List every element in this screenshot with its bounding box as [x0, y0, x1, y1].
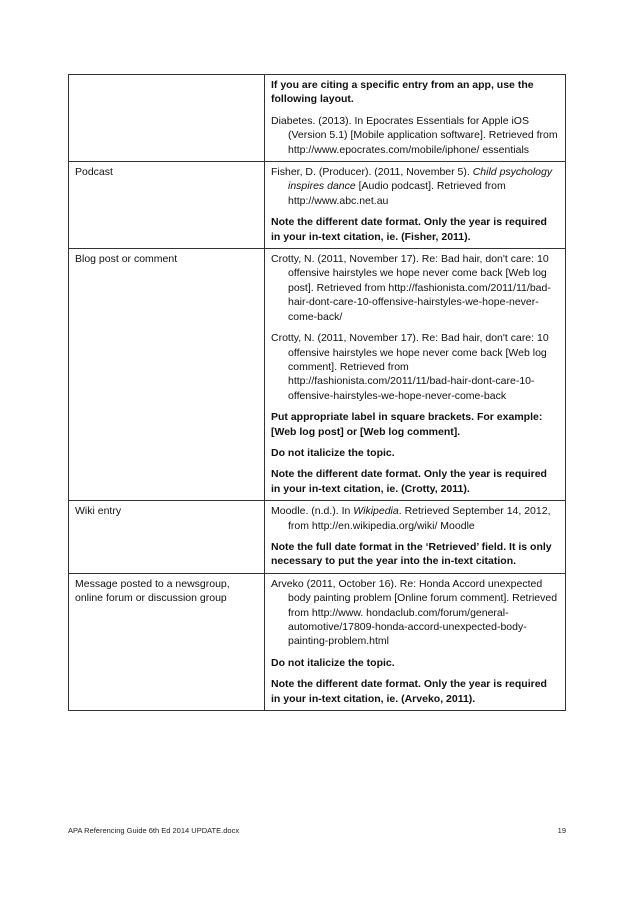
table-row — [69, 501, 566, 574]
reference-example — [271, 252, 559, 324]
apa-reference-table — [68, 74, 566, 711]
reference-example — [271, 331, 559, 403]
footer-page-number: 19 — [557, 826, 566, 835]
reference-text: [Audio podcast]. Retrieved from http://www.abc.net.au — [288, 180, 506, 207]
italic-title: Wikipedia — [353, 505, 399, 518]
source-type-cell: Blog post or comment — [69, 249, 265, 501]
reference-text: Fisher, D. (Producer). (2011, November 5). — [271, 166, 473, 179]
example-cell — [265, 501, 566, 574]
reference-text: . Retrieved September 14, 2012, from http://en.wikipedia.org/wiki/ Moodle — [288, 505, 551, 532]
guidance-note: Put appropriate label in square brackets. For example: [Web log post] or [Web log comment]. — [271, 411, 543, 438]
reference-example — [271, 577, 559, 649]
guidance-note: Note the different date format. Only the year is required in your in-text citation, ie. (Crotty, 2011). — [271, 468, 547, 495]
table-row — [69, 249, 566, 501]
reference-example — [271, 504, 559, 533]
example-cell — [265, 249, 566, 501]
table-row — [69, 162, 566, 249]
guidance-note: Do not italicize the topic. — [271, 656, 395, 669]
guidance-note: Do not italicize the topic. — [271, 446, 395, 459]
reference-example — [271, 165, 559, 208]
source-type-cell: Message posted to a newsgroup, online forum or discussion group — [69, 573, 265, 710]
source-type-cell: Wiki entry — [69, 501, 265, 574]
guidance-note: Note the full date format in the ‘Retrieved’ field. It is only necessary to put the year into the in-text citation. — [271, 540, 552, 568]
example-cell — [265, 162, 566, 249]
footer-filename: APA Referencing Guide 6th Ed 2014 UPDATE.docx — [68, 826, 240, 835]
guidance-note: Note the different date format. Only the year is required in your in-text citation, ie. (Fisher, 2011). — [271, 216, 547, 243]
source-type-cell — [69, 75, 265, 162]
guidance-note: If you are citing a specific entry from an app, use the following layout. — [271, 79, 534, 106]
reference-text: Moodle. (n.d.). In — [271, 505, 354, 518]
example-cell — [265, 573, 566, 710]
italic-title: Child psychology inspires dance — [288, 166, 553, 193]
reference-text: Diabetes. (2013). In Epocrates Essentials for Apple iOS (Version 5.1) [Mobile application software]. Retrieved from http://www.epocrates.com/mobile/iphone/ essentials — [271, 114, 558, 156]
reference-example — [271, 114, 559, 157]
example-cell — [265, 75, 566, 162]
table-row — [69, 75, 566, 162]
reference-text: Arveko (2011, October 16). Re: Honda Accord unexpected body painting problem [Online forum comment]. Retrieved from http://www. hondaclub.com/forum/general-automotive/17809-honda-accord-unexpected-body-painting-problem.html — [271, 577, 558, 648]
guidance-note: Note the different date format. Only the year is required in your in-text citation, ie. (Arveko, 2011). — [271, 678, 547, 705]
reference-text: Crotty, N. (2011, November 17). Re: Bad hair, don't care: 10 offensive hairstyles we hope never come back [Web log post]. Retrieved from http://fashionista.com/2011/11/bad-hair-dont-care-10-offensive-hairstyles-we-hope-never-come-back/ — [271, 253, 551, 323]
reference-text: Crotty, N. (2011, November 17). Re: Bad hair, don't care: 10 offensive hairstyles we hope never come back [Web log comment]. Retrieved from http://fashionista.com/2011/11/bad-hair-dont-care-10-offensive-hairstyles-we-hope-never-come-back — [271, 332, 549, 402]
source-type-cell: Podcast — [69, 162, 265, 249]
table-row — [69, 573, 566, 710]
